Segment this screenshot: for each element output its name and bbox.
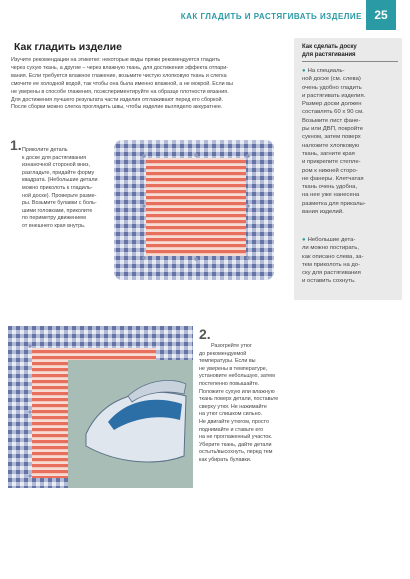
sidebar-title-line: Как сделать доску	[302, 44, 357, 50]
step-1-number: 1.	[10, 137, 22, 153]
step-1-text: Приколите деталь к доске для растягивания изнаночной стороной вниз, разгладьте, придайте форму квадрата. (Небольшие детали можно приколоть к гладиль- ной доске). Проверьте разме- ры. Возьмите булавки с боль- шими головками, приколите по периметру движением от внешнего края внутрь.	[22, 147, 98, 229]
sidebar-item-small-parts: ● Небольшие дета- ли можно постирать, как описано слева, за- тем приколоть на до- ску для растягивания и оставить сохнуть.	[302, 237, 364, 285]
sidebar-title-line: для растягивания	[302, 51, 356, 58]
intro-line: через сухую ткань, а другие – через влажную ткань, для достижения эффекта отпари-	[11, 64, 229, 71]
running-title: КАК ГЛАДИТЬ И РАСТЯГИВАТЬ ИЗДЕЛИЕ	[180, 12, 362, 21]
ironing-photo	[8, 326, 193, 488]
knitted-swatch	[146, 158, 246, 256]
section-heading: Как гладить изделие	[14, 41, 122, 53]
step-2-text: Разогрейте утюг до рекомендуемой температуры. Если вы не уверены в температуре, установите небольшую, затем постепенно повышайте. Положите сухую или влажную ткань поверх детали, поставьте сверху утюг. Не нажимайте на утюг слишком сильно. Не двигайте утюгом, просто поднимайте и ставьте его на не проглаженный участок. Уберите ткань, дайте детали остыть/высохнуть, перед тем как убирать булавки.	[199, 343, 279, 463]
sidebar-box	[294, 38, 402, 300]
intro-paragraph	[11, 57, 281, 112]
sidebar-item-board: ● На специаль- ной доске (см. слева) очень удобно гладить и растягивать изделия. Размер доски должен составлять 60 х 90 см. Возьмите лист фане- ры или ДВП, покройте сукном, затем поверх наложите хлопковую ткань, загните края и прикрепите степле- ром к нижней сторо- не фанеры. Клетчатая ткань очень удобна, на нее уже нанесена разметка для прикалы- вания изделий.	[302, 68, 366, 216]
page-header	[0, 0, 410, 32]
intro-line: смочите ее холодной водой, так чтобы она была именно влажной, а не мокрой. Если вы	[11, 80, 233, 87]
pinned-swatch-photo	[108, 136, 280, 286]
intro-line: вания. Если требуется влажное глажение, возьмите чистую хлопковую ткань и слегка	[11, 72, 227, 79]
bullet-circle-icon: ●	[302, 68, 306, 74]
intro-line: Для достижения лучшего результата части изделия отглаживают перед его сборкой.	[11, 96, 223, 103]
intro-line: не уверены в способе глажения, поэкспериментируйте на образце плотности вязания.	[11, 88, 229, 95]
step-2-number: 2.	[199, 326, 211, 342]
page-number: 25	[366, 0, 396, 30]
sidebar-title	[302, 44, 398, 62]
intro-line: Изучите рекомендации на этикетке: некоторые виды пряжи рекомендуется гладить	[11, 57, 221, 63]
intro-line: После сборки можно слегка проглядить швы, чтобы изделие выглядело аккуратнее.	[11, 104, 223, 111]
bullet-circle-icon: ●	[302, 237, 306, 243]
